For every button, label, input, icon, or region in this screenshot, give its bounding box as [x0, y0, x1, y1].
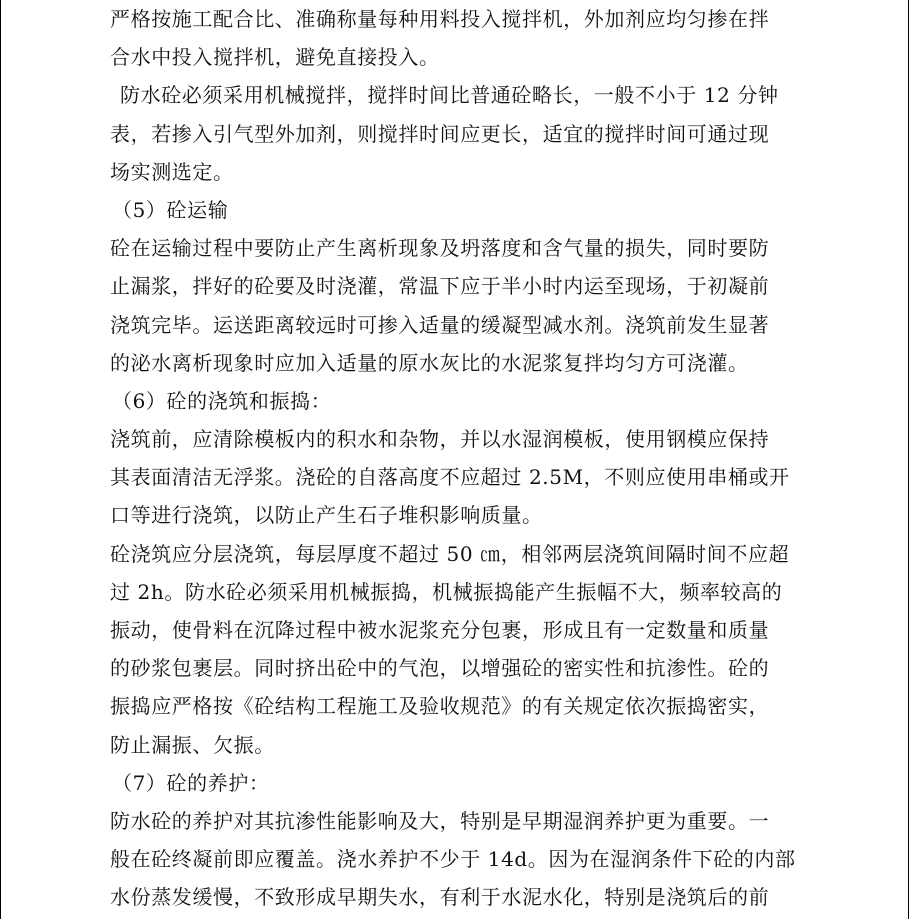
section-heading-6: （6）砼的浇筑和振捣： [112, 388, 332, 413]
text-line: 的泌水离析现象时应加入适量的原水灰比的水泥浆复拌均匀方可浇灌。 [110, 350, 749, 375]
text-line: 浇筑完毕。运送距离较远时可掺入适量的缓凝型减水剂。浇筑前发生显著 [110, 312, 770, 337]
text-line: 砼浇筑应分层浇筑，每层厚度不超过 50 ㎝，相邻两层浇筑间隔时间不应超 [110, 541, 790, 566]
text-line: 口等进行浇筑，以防止产生石子堆积影响质量。 [110, 503, 543, 528]
text-line: 振捣应严格按《砼结构工程施工及验收规范》的有关规定依次振捣密实， [110, 694, 770, 719]
text-line: 振动，使骨料在沉降过程中被水泥浆充分包裹，形成且有一定数量和质量 [110, 618, 770, 642]
text-line: 的砂浆包裹层。同时挤出砼中的气泡，以增强砼的密实性和抗渗性。砼的 [110, 656, 770, 681]
text-line: 防止漏振、欠振。 [110, 732, 275, 757]
text-line: 防水砼必须采用机械搅拌，搅拌时间比普通砼略长，一般不小于 12 分钟 [120, 83, 779, 108]
section-heading-7: （7）砼的养护： [112, 770, 270, 795]
text-line: 场实测选定。 [110, 159, 234, 184]
text-line: 合水中投入搅拌机，避免直接投入。 [110, 45, 440, 70]
text-line: 防水砼的养护对其抗渗性能影响及大，特别是早期湿润养护更为重要。一 [110, 808, 770, 833]
text-line: 过 2h。防水砼必须采用机械振捣，机械振捣能产生振幅不大，频率较高的 [110, 579, 783, 604]
text-line: 表，若掺入引气型外加剂，则搅拌时间应更长，适宜的搅拌时间可通过现 [110, 121, 770, 146]
text-line: 严格按施工配合比、准确称量每种用料投入搅拌机，外加剂应均匀掺在拌 [110, 7, 770, 31]
document-body [110, 0, 805, 917]
text-line: 浇筑前，应清除模板内的积水和杂物，并以水湿润模板，使用钢模应保持 [110, 427, 770, 452]
section-heading-5: （5）砼运输 [112, 197, 229, 222]
text-line: 止漏浆，拌好的砼要及时浇灌，常温下应于半小时内运至现场，于初凝前 [110, 274, 770, 299]
text-line: 其表面清洁无浮浆。浇砼的自落高度不应超过 2.5M，不则应使用串桶或开 [110, 465, 790, 490]
text-line: 砼在运输过程中要防止产生离析现象及坍落度和含气量的损失，同时要防 [110, 236, 770, 261]
text-line: 水份蒸发缓慢，不致形成早期失水，有利于水泥水化，特别是浇筑后的前 [110, 885, 770, 910]
text-line: 般在砼终凝前即应覆盖。浇水养护不少于 14d。因为在湿润条件下砼的内部 [110, 847, 796, 872]
